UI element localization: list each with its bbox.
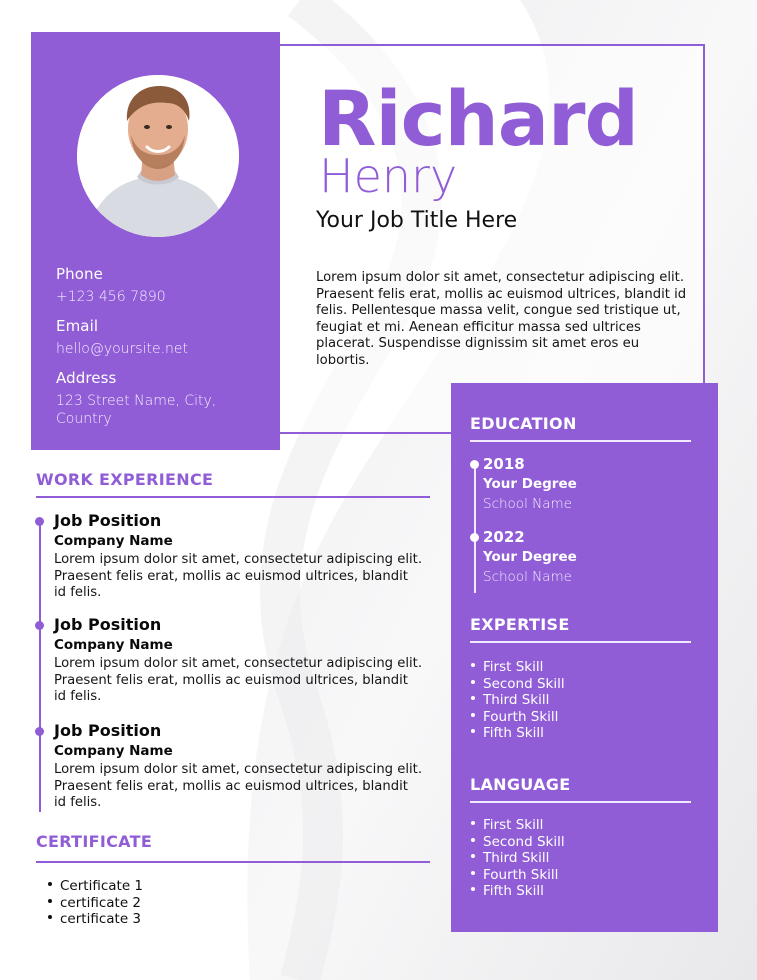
job-entry — [54, 615, 424, 706]
address-value: 123 Street Name, City, Country — [56, 393, 217, 427]
language-divider — [470, 801, 691, 803]
bullet-icon — [471, 838, 475, 842]
education-degree: Your Degree — [483, 476, 577, 492]
language-item: Fourth Skill — [483, 866, 559, 883]
bullet-icon — [471, 663, 475, 667]
timeline-dot — [35, 727, 44, 736]
certificate-item: certificate 2 — [60, 894, 141, 911]
timeline-dot — [35, 621, 44, 630]
work-experience-divider — [36, 496, 430, 498]
bullet-icon — [471, 854, 475, 858]
education-timeline — [474, 463, 476, 593]
work-timeline — [39, 520, 41, 812]
list-item — [471, 709, 565, 726]
expertise-list — [471, 659, 565, 742]
list-item — [471, 725, 565, 742]
bullet-icon — [48, 899, 52, 903]
language-title: LANGUAGE — [470, 775, 571, 794]
skill-item: First Skill — [483, 659, 544, 675]
language-list — [471, 817, 565, 900]
job-description: Lorem ipsum dolor sit amet, consectetur adipiscing elit. Praesent felis erat, mollis ac euismod ultrices, blandit id felis. — [54, 762, 423, 811]
education-entry — [483, 454, 577, 513]
education-school: School Name — [483, 569, 572, 585]
bullet-icon — [471, 821, 475, 825]
person-photo-icon — [77, 75, 239, 237]
company-name: Company Name — [54, 743, 173, 759]
list-item — [48, 878, 143, 895]
list-item — [48, 895, 143, 912]
bullet-icon — [48, 915, 52, 919]
list-item — [471, 867, 565, 884]
timeline-dot — [470, 533, 479, 542]
first-name: Richard — [318, 74, 638, 163]
language-item: Third Skill — [483, 850, 550, 866]
job-position: Job Position — [54, 615, 162, 634]
bullet-icon — [471, 713, 475, 717]
education-year: 2022 — [483, 528, 525, 546]
work-experience-title: WORK EXPERIENCE — [36, 470, 214, 489]
avatar — [77, 75, 239, 237]
job-position: Job Position — [54, 721, 162, 740]
expertise-divider — [470, 641, 691, 643]
bullet-icon — [471, 680, 475, 684]
job-entry — [54, 721, 424, 812]
certificate-divider — [36, 861, 430, 863]
education-school: School Name — [483, 496, 572, 512]
company-name: Company Name — [54, 533, 173, 549]
list-item — [471, 659, 565, 676]
certificate-title: CERTIFICATE — [36, 832, 153, 851]
email-label: Email — [56, 317, 99, 335]
certificate-list — [48, 878, 143, 928]
language-item: First Skill — [483, 817, 544, 833]
skill-item: Third Skill — [483, 692, 550, 708]
bullet-icon — [471, 887, 475, 891]
list-item — [471, 676, 565, 693]
job-description: Lorem ipsum dolor sit amet, consectetur adipiscing elit. Praesent felis erat, mollis ac euismod ultrices, blandit id felis. — [54, 552, 423, 601]
bullet-icon — [471, 871, 475, 875]
list-item — [48, 911, 143, 928]
language-item: Fifth Skill — [483, 883, 544, 899]
list-item — [471, 883, 565, 900]
job-position: Job Position — [54, 511, 162, 530]
list-item — [471, 817, 565, 834]
list-item — [471, 834, 565, 851]
education-entry — [483, 527, 577, 586]
profile-summary: Lorem ipsum dolor sit amet, consectetur adipiscing elit. Praesent felis erat, mollis ac euismod ultrices, blandit id felis. Pellentesque massa velit, congue sed tristique ut, feugiat et mi. Aenean efficitur massa sed ultrices placerat. Suspendisse dignissim sit amet eros eu lobortis. — [316, 270, 687, 368]
list-item — [471, 850, 565, 867]
last-name: Henry — [319, 149, 458, 203]
bullet-icon — [471, 696, 475, 700]
education-degree: Your Degree — [483, 549, 577, 565]
job-description: Lorem ipsum dolor sit amet, consectetur adipiscing elit. Praesent felis erat, mollis ac euismod ultrices, blandit id felis. — [54, 656, 423, 705]
phone-value: +123 456 7890 — [56, 289, 166, 305]
email-value: hello@yoursite.net — [56, 341, 189, 357]
skill-item: Fifth Skill — [483, 725, 544, 741]
contact-phone — [56, 265, 166, 306]
language-item: Second Skill — [483, 833, 565, 850]
skill-item: Second Skill — [483, 675, 565, 692]
bullet-icon — [48, 882, 52, 886]
certificate-item: certificate 3 — [60, 911, 141, 928]
contact-email — [56, 317, 188, 358]
phone-label: Phone — [56, 265, 103, 283]
job-entry — [54, 511, 424, 602]
education-title: EDUCATION — [470, 414, 577, 433]
expertise-title: EXPERTISE — [470, 615, 570, 634]
list-item — [471, 692, 565, 709]
bullet-icon — [471, 729, 475, 733]
timeline-dot — [35, 517, 44, 526]
side-panel — [451, 383, 718, 932]
certificate-item: Certificate 1 — [60, 878, 144, 894]
address-label: Address — [56, 369, 117, 387]
company-name: Company Name — [54, 637, 173, 653]
contact-address — [56, 369, 256, 428]
timeline-dot — [470, 460, 479, 469]
skill-item: Fourth Skill — [483, 708, 559, 725]
job-title: Your Job Title Here — [316, 208, 518, 233]
education-divider — [470, 440, 691, 442]
education-year: 2018 — [483, 455, 525, 473]
